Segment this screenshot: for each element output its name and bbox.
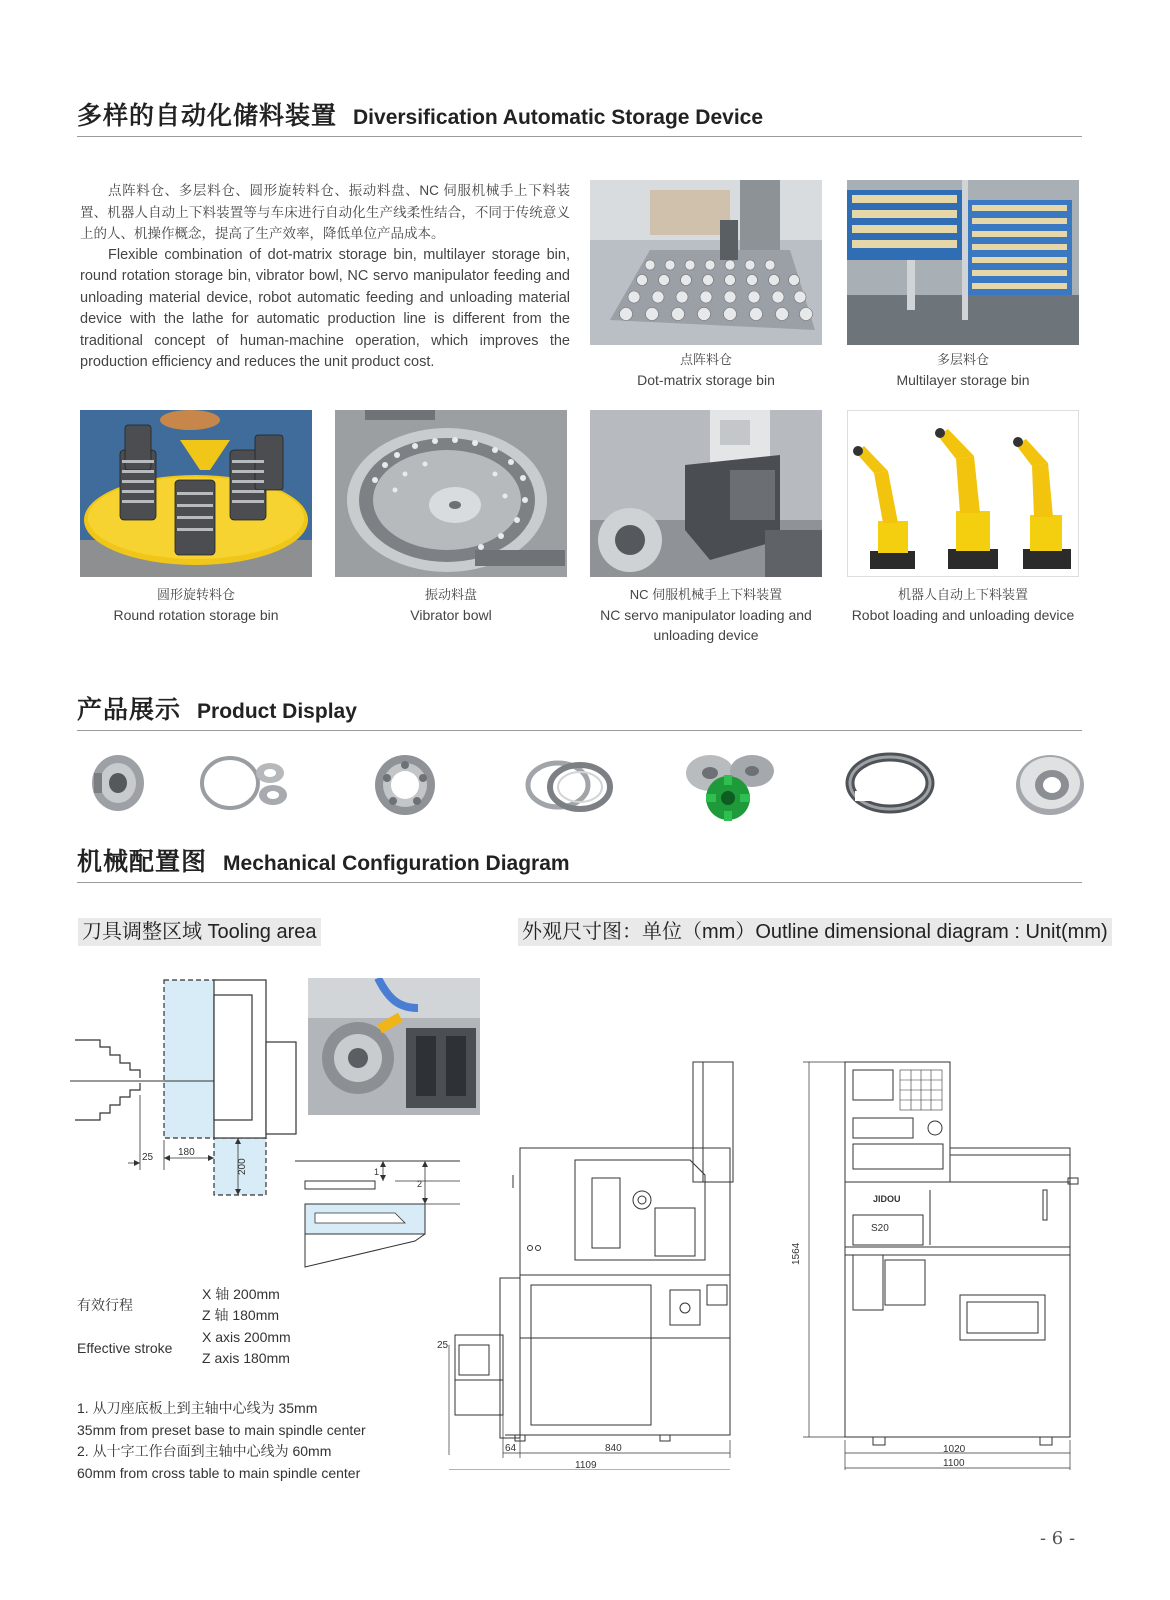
section-title-cn: 多样的自动化储料装置	[77, 101, 338, 130]
note-2-cn: 2. 从十字工作台面到主轴中心线为 60mm	[77, 1443, 332, 1459]
vibrator-bowl-photo	[335, 410, 567, 577]
section-header-storage	[77, 96, 1082, 137]
dim-1564: 1564	[791, 1242, 802, 1265]
caption-en: Multilayer storage bin	[896, 372, 1030, 388]
section-title-en: Diversification Automatic Storage Device	[353, 106, 764, 129]
intro-text	[80, 180, 570, 374]
tooling-area-label: 刀具调整区域 Tooling area	[78, 918, 321, 946]
product-image-6	[845, 743, 935, 823]
section-title-cn: 机械配置图	[77, 847, 208, 876]
caption-cn: 点阵料仓	[679, 352, 732, 367]
dim-1: 1	[374, 1167, 380, 1177]
dim-840: 840	[605, 1443, 622, 1454]
stroke-z-en: Z axis 180mm	[202, 1350, 290, 1366]
caption-multilayer	[847, 350, 1079, 390]
caption-nc-manipulator	[590, 585, 822, 645]
dim-64: 64	[505, 1443, 517, 1454]
stroke-x-en: X axis 200mm	[202, 1329, 291, 1345]
stroke-label-en: Effective stroke	[77, 1340, 173, 1356]
caption-cn: NC 伺服机械手上下料装置	[629, 587, 783, 602]
caption-dot-matrix	[590, 350, 822, 390]
section-title-en: Mechanical Configuration Diagram	[223, 852, 570, 875]
round-rotation-photo	[80, 410, 312, 577]
front-outline-drawing	[435, 1060, 770, 1470]
robot-photo	[847, 410, 1079, 577]
caption-cn: 圆形旋转料仓	[156, 587, 235, 602]
note-1-cn: 1. 从刀座底板上到主轴中心线为 35mm	[77, 1400, 318, 1416]
dim-front-25: 25	[437, 1340, 449, 1351]
dim-1109: 1109	[575, 1460, 597, 1470]
intro-en: Flexible combination of dot-matrix storage bin, multilayer storage bin, round rotation storage bin, vibrator bowl, NC servo manipulator feeding and unloading material device, robot automatic feeding and unloading material device with the lathe for automatic production line is different from the traditional concept of human-machine operation, which improves the production efficiency and reduces the unit product cost.	[80, 246, 570, 370]
dim-1020: 1020	[943, 1444, 966, 1455]
section-title-cn: 产品展示	[77, 695, 182, 724]
caption-cn: 机器人自动上下料装置	[897, 587, 1028, 602]
dim-180: 180	[178, 1147, 195, 1158]
note-2-en: 60mm from cross table to main spindle center	[77, 1464, 361, 1481]
stroke-label-cn: 有效行程	[77, 1297, 133, 1313]
product-image-2	[198, 743, 293, 823]
product-image-5	[680, 743, 780, 823]
dot-matrix-photo	[590, 180, 822, 345]
product-image-7	[1010, 743, 1090, 823]
dim-1100: 1100	[943, 1458, 965, 1469]
section-header-product	[77, 690, 1082, 731]
multilayer-photo	[847, 180, 1079, 345]
dim-200: 200	[237, 1158, 248, 1175]
brand-label: JIDOU	[873, 1194, 901, 1204]
stroke-z-cn: Z 轴 180mm	[202, 1307, 280, 1323]
caption-cn: 多层料仓	[936, 352, 989, 367]
caption-en: Round rotation storage bin	[113, 607, 279, 623]
product-image-4	[520, 743, 615, 823]
note-1-en: 35mm from preset base to main spindle center	[77, 1421, 366, 1438]
notes	[77, 1398, 366, 1484]
side-outline-drawing	[785, 1060, 1080, 1470]
caption-en: Dot-matrix storage bin	[637, 372, 775, 388]
caption-vibrator-bowl	[335, 585, 567, 625]
caption-en: NC servo manipulator loading and unloading device	[600, 607, 812, 643]
dim-2: 2	[417, 1179, 423, 1189]
intro-cn: 点阵料仓、多层料仓、圆形旋转料仓、振动料盘、NC 伺服机械手上下料装置、机器人自动上下料装置等与车床进行自动化生产线柔性结合，不同于传统意义上的人、机操作概念，提高了生产效率，降低单位产品成本。	[80, 183, 570, 241]
caption-round-rotation	[80, 585, 312, 625]
page-number: - 6 -	[1040, 1528, 1076, 1549]
nc-manipulator-photo	[590, 410, 822, 577]
outline-diagram-label: 外观尺寸图：单位（mm）Outline dimensional diagram : Unit(mm)	[518, 918, 1112, 946]
caption-cn: 振动料盘	[424, 587, 477, 602]
stroke-x-cn: X 轴 200mm	[202, 1286, 280, 1302]
section-title-en: Product Display	[197, 700, 357, 723]
model-label: S20	[871, 1223, 889, 1234]
product-image-3	[365, 743, 445, 823]
caption-robot	[840, 585, 1086, 625]
section-header-mechanical	[77, 842, 1082, 883]
tooling-area-diagram	[70, 975, 310, 1200]
product-image-1	[78, 743, 158, 823]
dim-25: 25	[142, 1152, 154, 1163]
caption-en: Robot loading and unloading device	[851, 607, 1075, 623]
caption-en: Vibrator bowl	[410, 607, 492, 623]
